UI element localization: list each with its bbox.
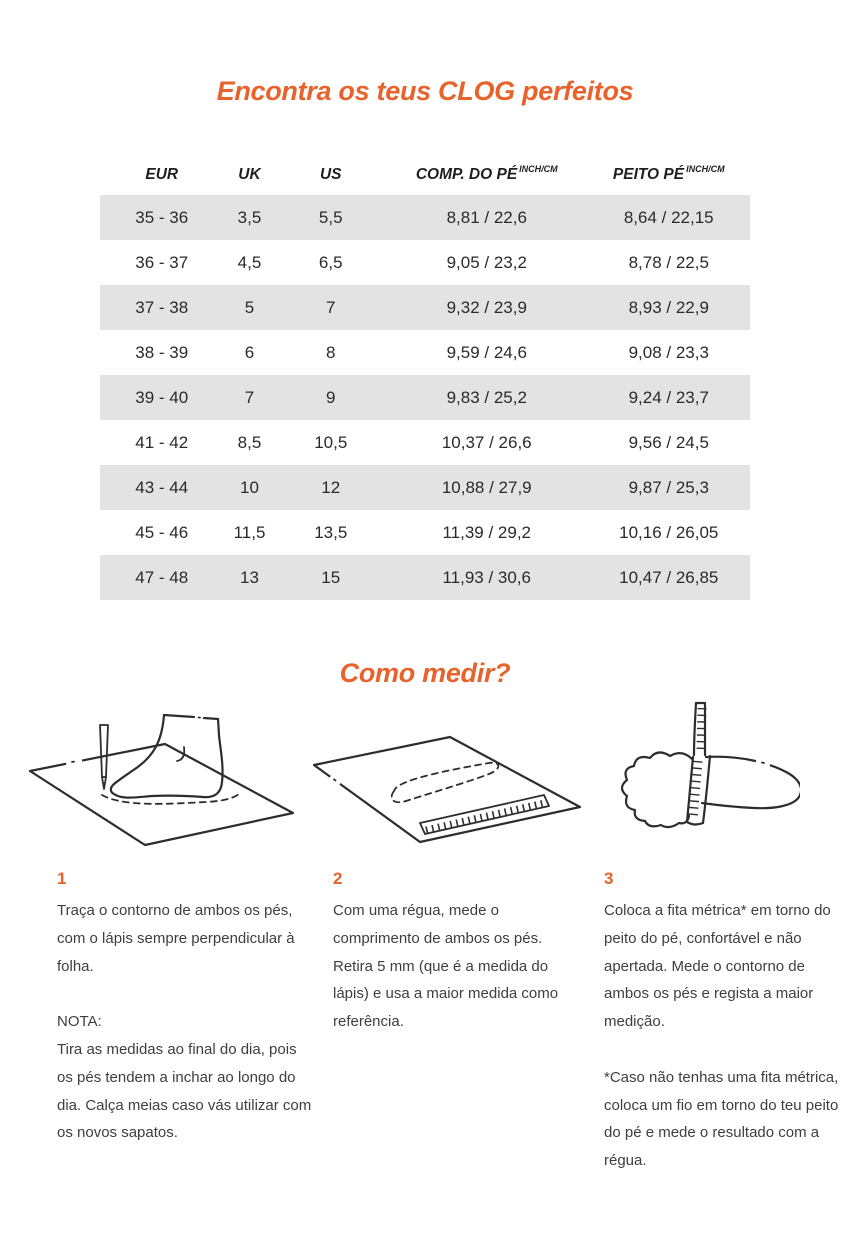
cell-foot-length: 9,83 / 25,2 <box>446 387 527 407</box>
step-1-text: Traça o contorno de ambos os pés, com o lápis sempre perpendicular à folha. <box>57 902 295 975</box>
cell-eur: 39 - 40 <box>135 387 189 407</box>
cell-eur: 45 - 46 <box>135 522 189 542</box>
cell-us: 5,5 <box>318 207 343 227</box>
step-3-note: *Caso não tenhas uma fita métrica, coloca um fio em torno do teu peito do pé e mede o resultado com a régua. <box>604 1068 839 1169</box>
cell-foot-length: 8,81 / 22,6 <box>446 207 527 227</box>
size-table-row <box>100 375 750 420</box>
step-2-number: 2 <box>333 869 343 888</box>
cell-uk: 10 <box>240 477 259 497</box>
ruler-measuring-illustration <box>308 695 585 855</box>
page-title: Encontra os teus CLOG perfeitos <box>216 76 634 106</box>
size-table-row <box>100 195 750 240</box>
illustrations-row <box>0 695 850 855</box>
column-header-foot-girth: PEITO PÉ $^{INCH/CM}$ <box>612 164 725 184</box>
cell-foot-length: 10,37 / 26,6 <box>441 432 532 452</box>
column-header-eur: EUR <box>145 166 179 183</box>
cell-foot-length: 11,93 / 30,6 <box>442 567 532 587</box>
cell-eur: 36 - 37 <box>135 252 189 272</box>
cell-foot-girth: 9,87 / 25,3 <box>628 477 709 497</box>
cell-us: 12 <box>321 477 341 497</box>
cell-eur: 41 - 42 <box>135 432 189 452</box>
step-2-text: Com uma régua, mede o comprimento de ambos os pés. Retira 5 mm (que é a medida do lápis) e usa a maior medida como referência. <box>333 902 559 1030</box>
cell-eur: 43 - 44 <box>135 477 189 497</box>
step-3-text: Coloca a fita métrica* em torno do peito do pé, confortável e não apertada. Mede o contorno de ambos os pés e regista a maior medição. <box>604 902 831 1030</box>
how-to-measure-title: Como medir? <box>339 658 511 688</box>
cell-foot-girth: 9,08 / 23,3 <box>628 342 709 362</box>
cell-foot-girth: 8,64 / 22,15 <box>623 207 714 227</box>
size-table-row <box>100 420 750 465</box>
step-1-note-label: NOTA: <box>57 1013 102 1031</box>
cell-foot-length: 10,88 / 27,9 <box>441 477 532 497</box>
cell-eur: 38 - 39 <box>135 342 189 362</box>
size-table-row <box>100 510 750 555</box>
cell-uk: 11,5 <box>233 522 266 542</box>
size-table-row <box>100 285 750 330</box>
cell-foot-length: 9,32 / 23,9 <box>446 297 527 317</box>
cell-foot-girth: 10,16 / 26,05 <box>619 522 719 542</box>
instructions-row <box>0 869 850 1175</box>
size-table-row <box>100 465 750 510</box>
cell-foot-girth: 9,56 / 24,5 <box>628 432 709 452</box>
size-table-row <box>100 240 750 285</box>
cell-eur: 47 - 48 <box>135 567 189 587</box>
cell-us: 6,5 <box>318 252 343 272</box>
unit-label: INCH/CM <box>519 164 558 175</box>
column-header-uk: UK <box>238 166 261 183</box>
cell-foot-girth: 10,47 / 26,85 <box>619 567 719 587</box>
step-2 <box>333 869 604 1175</box>
cell-foot-girth: 8,78 / 22,5 <box>628 252 709 272</box>
tape-measure-illustration <box>598 695 800 855</box>
cell-eur: 35 - 36 <box>135 207 189 227</box>
cell-us: 9 <box>326 387 336 407</box>
cell-us: 8 <box>326 342 336 362</box>
cell-uk: 6 <box>244 342 255 362</box>
cell-uk: 3,5 <box>237 207 262 227</box>
cell-uk: 13 <box>240 567 259 587</box>
cell-eur: 37 - 38 <box>135 297 189 317</box>
step-1 <box>57 869 333 1175</box>
size-table-header-row <box>100 155 750 195</box>
step-1-number: 1 <box>57 869 67 888</box>
unit-label: INCH/CM <box>686 164 725 175</box>
step-3-number: 3 <box>604 869 614 888</box>
cell-uk: 8,5 <box>237 432 262 452</box>
size-table <box>100 155 750 600</box>
column-header-us: US <box>319 166 342 183</box>
cell-foot-girth: 9,24 / 23,7 <box>628 387 709 407</box>
cell-us: 7 <box>326 297 336 317</box>
cell-foot-girth: 8,93 / 22,9 <box>628 297 709 317</box>
size-table-row <box>100 330 750 375</box>
cell-foot-length: 9,59 / 24,6 <box>446 342 527 362</box>
size-table-row <box>100 555 750 600</box>
step-3 <box>604 869 850 1175</box>
column-header-foot-length: COMP. DO PÉ $^{INCH/CM}$ <box>415 164 558 184</box>
cell-uk: 7 <box>244 387 255 407</box>
cell-foot-length: 11,39 / 29,2 <box>442 522 532 542</box>
step-1-note: Tira as medidas ao final do dia, pois os pés tendem a inchar ao longo do dia. Calça meias caso vás utilizar com os novos sapatos. <box>57 1041 312 1142</box>
cell-foot-length: 9,05 / 23,2 <box>446 252 527 272</box>
cell-uk: 5 <box>244 297 255 317</box>
foot-tracing-illustration <box>28 695 295 855</box>
cell-us: 15 <box>321 567 341 587</box>
cell-us: 10,5 <box>314 432 348 452</box>
cell-us: 13,5 <box>314 522 348 542</box>
cell-uk: 4,5 <box>237 252 262 272</box>
